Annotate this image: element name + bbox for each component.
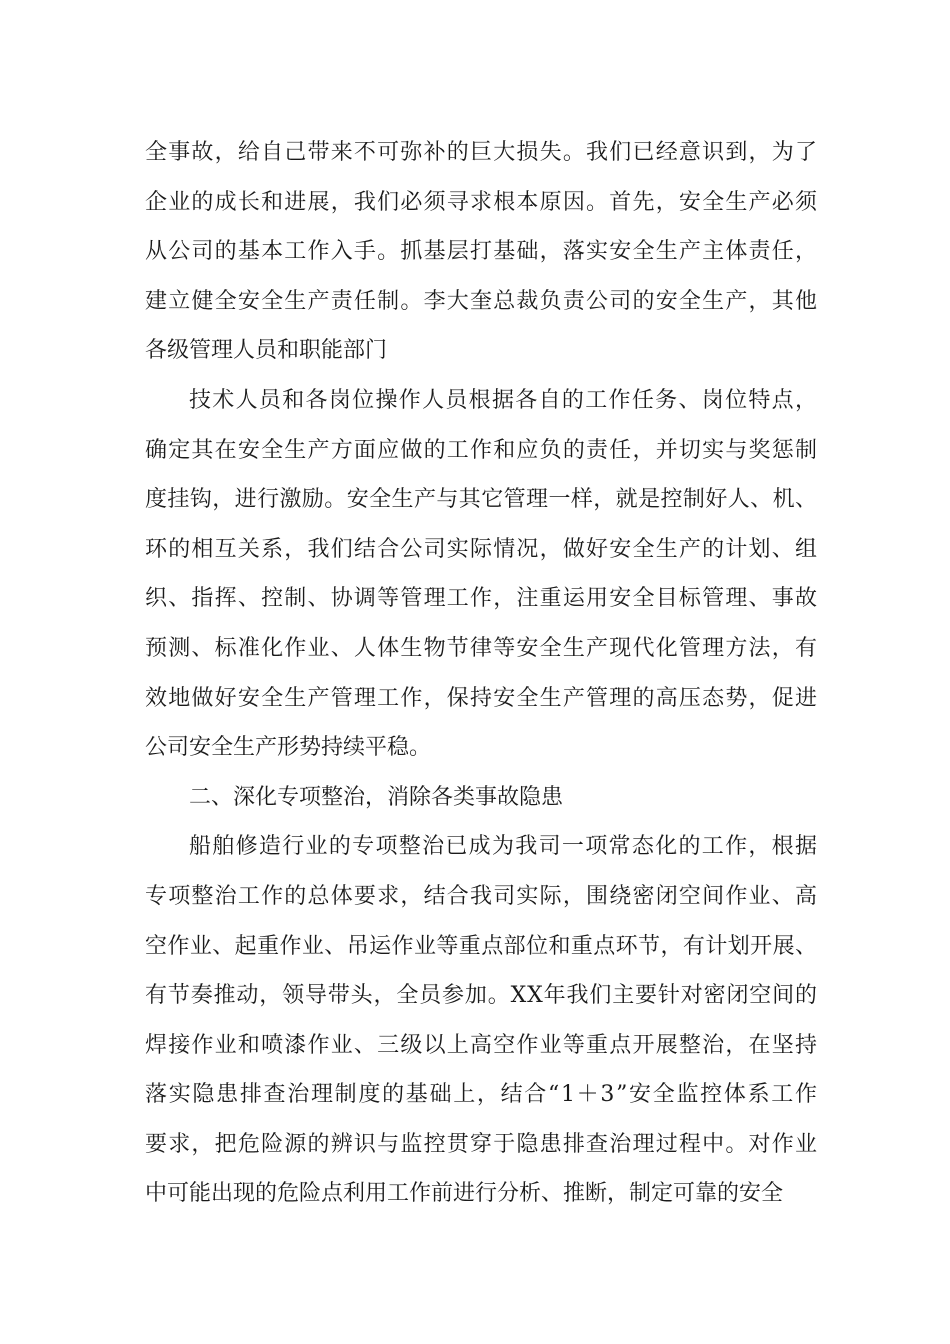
paragraph-1 (145, 128, 817, 376)
section-heading: 二、深化专项整治，消除各类事故隐患 (189, 784, 564, 810)
text-line: 公司安全生产形势持续平稳。 (145, 735, 432, 761)
text-line-first: 船舶修造行业的专项整治已成为我司一项常态化的工作，根据 (189, 834, 819, 860)
text-line: 从公司的基本工作入手。抓基层打基础，落实安全生产主体责任， (145, 239, 819, 265)
text-line: 有节奏推动，领导带头，全员参加。XX年我们主要针对密闭空间的 (145, 983, 818, 1009)
text-line: 度挂钩，进行激励。安全生产与其它管理一样，就是控制好人、机、 (145, 487, 818, 513)
section-heading-2 (145, 773, 817, 823)
text-line: 确定其在安全生产方面应做的工作和应负的责任，并切实与奖惩制 (145, 437, 819, 463)
text-line-first: 技术人员和各岗位操作人员根据各自的工作任务、岗位特点， (189, 387, 819, 413)
text-line: 全事故，给自己带来不可弥补的巨大损失。我们已经意识到，为了 (145, 140, 819, 165)
text-line: 中可能出现的危险点利用工作前进行分析、推断，制定可靠的安全 (145, 1181, 784, 1207)
text-line: 焊接作业和喷漆作业、三级以上高空作业等重点开展整治，在坚持 (145, 1032, 819, 1058)
text-line: 落实隐患排查治理制度的基础上，结合“1＋3”安全监控体系工作 (145, 1082, 819, 1108)
text-line: 各级管理人员和职能部门 (145, 338, 388, 364)
text-line: 空作业、起重作业、吊运作业等重点部位和重点环节，有计划开展、 (145, 933, 818, 959)
paragraph-3 (145, 822, 817, 1219)
text-line: 要求，把危险源的辨识与监控贯穿于隐患排查治理过程中。对作业 (145, 1131, 819, 1157)
text-line: 效地做好安全生产管理工作，保持安全生产管理的高压态势，促进 (145, 685, 819, 711)
text-line: 专项整治工作的总体要求，结合我司实际，围绕密闭空间作业、高 (145, 883, 819, 909)
text-line: 环的相互关系，我们结合公司实际情况，做好安全生产的计划、组 (145, 536, 819, 562)
text-line: 织、指挥、控制、协调等管理工作，注重运用安全目标管理、事故 (145, 586, 819, 612)
text-line: 企业的成长和进展，我们必须寻求根本原因。首先，安全生产必须 (145, 189, 819, 215)
text-line: 建立健全安全生产责任制。李大奎总裁负责公司的安全生产，其他 (145, 288, 819, 314)
text-line: 预测、标准化作业、人体生物节律等安全生产现代化管理方法，有 (145, 635, 819, 661)
document-body (145, 128, 817, 1219)
paragraph-2 (145, 376, 817, 773)
